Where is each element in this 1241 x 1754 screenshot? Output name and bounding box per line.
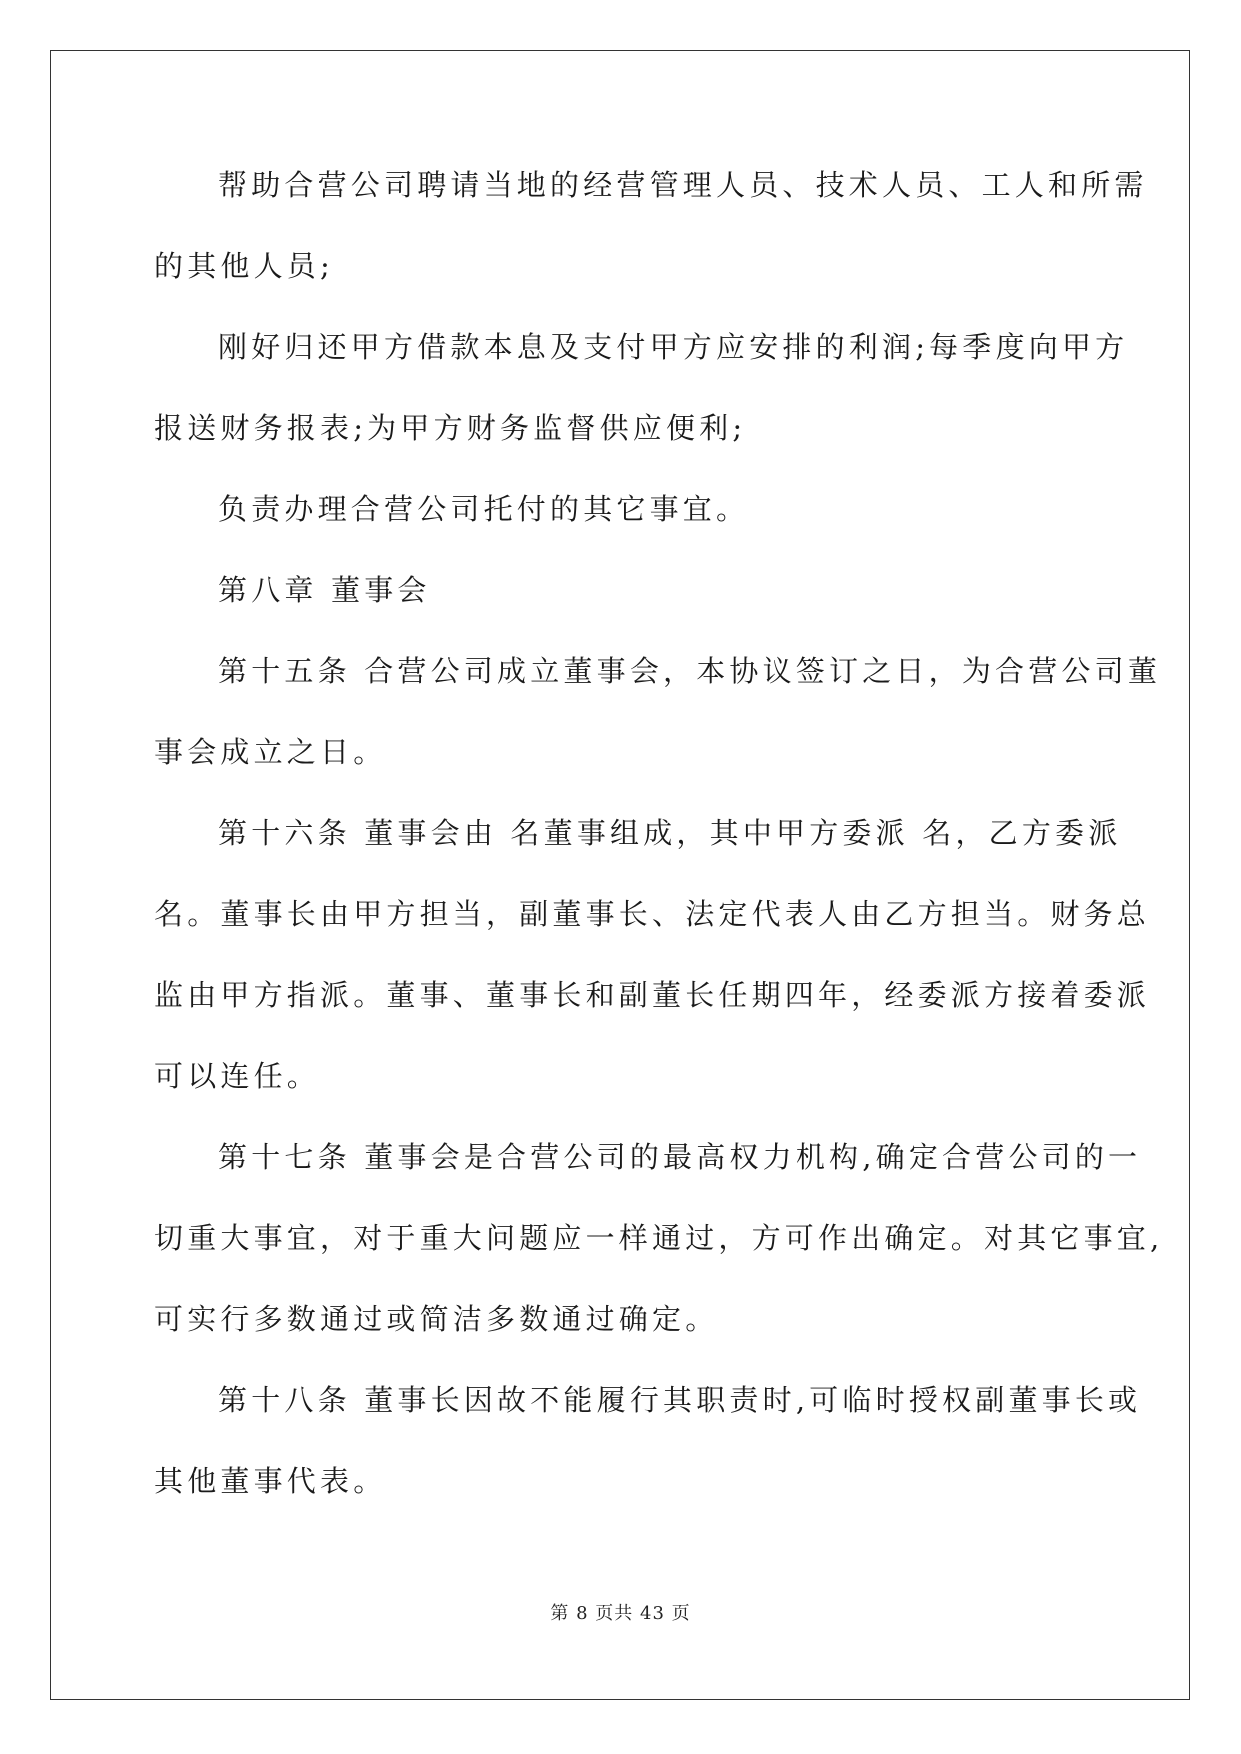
text-line: 可实行多数通过或简洁多数通过确定。: [154, 1302, 719, 1336]
text-line: 第十五条 合营公司成立董事会，本协议签订之日，为合营公司董: [218, 654, 1162, 688]
text-line: 第十六条 董事会由 名董事组成，其中甲方委派 名，乙方委派: [218, 816, 1122, 850]
total-pages: 共 43 页: [614, 1603, 691, 1624]
text-line: 第十八条 董事长因故不能履行其职责时,可临时授权副董事长或: [218, 1383, 1142, 1417]
text-line: 帮助合营公司聘请当地的经营管理人员、技术人员、工人和所需: [218, 168, 1148, 202]
text-line: 报送财务报表;为甲方财务监督供应便利;: [154, 411, 747, 445]
text-line: 事会成立之日。: [154, 735, 387, 769]
text-line: 切重大事宜，对于重大问题应一样通过，方可作出确定。对其它事宜,: [154, 1221, 1164, 1255]
text-line: 刚好归还甲方借款本息及支付甲方应安排的利润;每季度向甲方: [218, 330, 1129, 364]
text-line: 第十七条 董事会是合营公司的最高权力机构,确定合营公司的一: [218, 1140, 1142, 1174]
page-footer: [0, 1599, 1241, 1625]
text-line: 的其他人员;: [154, 249, 334, 283]
page-number: 第 8 页: [550, 1603, 615, 1624]
document-body: [154, 163, 1164, 1540]
text-line: 监由甲方指派。董事、董事长和副董长任期四年，经委派方接着委派: [154, 978, 1151, 1012]
text-line: 负责办理合营公司托付的其它事宜。: [218, 492, 750, 526]
text-line: 可以连任。: [154, 1059, 321, 1093]
chapter-heading: 第八章 董事会: [218, 573, 431, 607]
text-line: 名。董事长由甲方担当，副董事长、法定代表人由乙方担当。财务总: [154, 897, 1151, 931]
text-line: 其他董事代表。: [154, 1464, 387, 1498]
